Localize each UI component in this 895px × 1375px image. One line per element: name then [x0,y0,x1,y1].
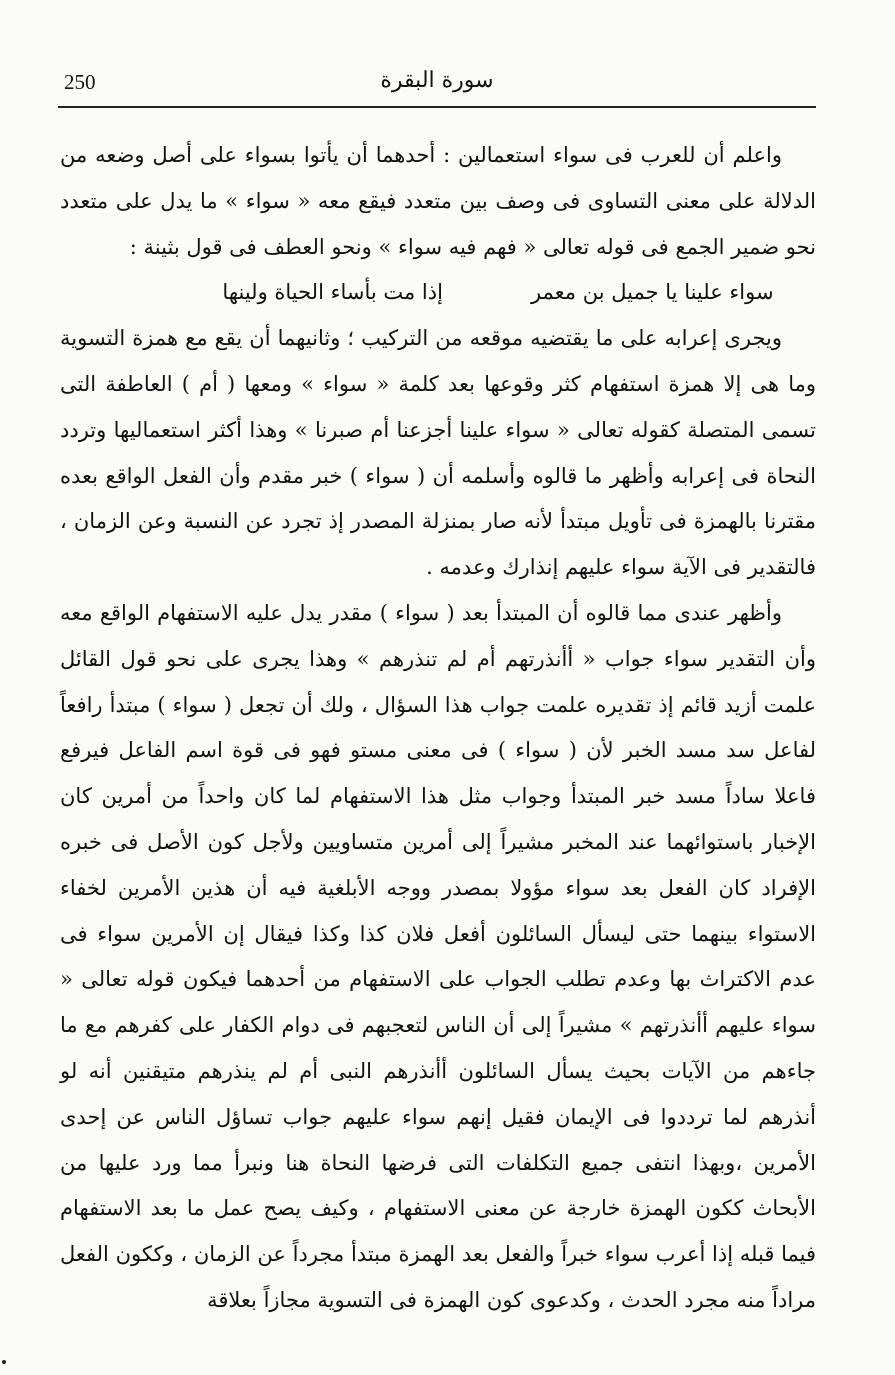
running-title: سورة البقرة [380,68,494,93]
page-header [58,62,816,108]
verse-hemistich-right: سواء علينا يا جميل بن معمر [530,280,774,305]
scan-dot-mark [2,1360,6,1364]
paragraph-2: ويجرى إعرابه على ما يقتضيه موقعه من التركيب ؛ وثانيهما أن يقع مع همزة التسوية وما هى إلا همزة استفهام كثر وقوعها بعد كلمة « سواء » ومعها ( أم ) العاطفة التى تسمى المتصلة كقوله تعالى « سواء علينا أجزعنا أم صبرنا » وهذا أكثر استعماليها وتردد النحاة فى إعرابه وأظهر ما قالوه وأسلمه أن ( سواء ) خبر مقدم وأن الفعل الواقع بعده مقترنا بالهمزة فى تأويل مبتدأ لأنه صار بمنزلة المصدر إذ تجرد عن النسبة وعن الزمان ، فالتقدير فى الآية سواء عليهم إنذارك وعدمه . [60,326,816,580]
paragraph-3: وأظهر عندى مما قالوه أن المبتدأ بعد ( سواء ) مقدر يدل عليه الاستفهام الواقع معه وأن التقدير سواء جواب « أأنذرتهم أم لم تنذرهم » وهذا يجرى على نحو قول القائل علمت أزيد قائم إذ تقديره علمت جواب هذا السؤال ، ولك أن تجعل ( سواء ) مبتدأ رافعاً لفاعل سد مسد الخبر لأن ( سواء ) فى معنى مستو فهو فى قوة اسم الفاعل فيرفع فاعلا ساداً مسد خبر المبتدأ وجواب مثل هذا الاستفهام لما كان واحداً من أمرين كان الإخبار باستوائهما عند المخبر مشيراً إلى أمرين متساويين ولأجل كون الأصل فى خبره الإفراد كان الفعل بعد سواء مؤولا بمصدر ووجه الأبلغية فيه أن هذين الأمرين لخفاء الاستواء بينهما حتى ليسأل السائلون أفعل فلان كذا وكذا فيقال إن الأمرين سواء فى عدم الاكتراث بها وعدم تطلب الجواب على الاستفهام من أحدهما فيكون قوله تعالى « سواء عليهم أأنذرتهم » مشيراً إلى أن الناس لتعجبهم فى دوام الكفار على كفرهم مع ما جاءهم من الآيات بحيث يسأل السائلون أأنذرهم النبى أم لم ينذرهم متيقنين أنه لو أنذرهم لما ترددوا فى الإيمان فقيل إنهم سواء عليهم جواب تساؤل الناس عن إحدى الأمرين ،وبهذا انتفى جميع التكلفات التى فرضها النحاة هنا ونبرأ مما ورد عليها من الأبحاث ككون الهمزة خارجة عن معنى الاستفهام ، وكيف يصح عمل ما بعد الاستفهام فيما قبله إذا أعرب سواء خبراً والفعل بعد الهمزة مبتدأ مجرداً عن الزمان ، وككون الفعل مراداً منه مجرد الحدث ، وكدعوى كون الهمزة فى التسوية مجازاً بعلاقة [60,600,816,1312]
page-number: 250 [64,70,96,94]
poetry-verse [60,270,816,316]
paragraph-1: واعلم أن للعرب فى سواء استعمالين : أحدهما أن يأتوا بسواء على أصل وضعه من الدلالة على معنى التساوى فى وصف بين متعدد فيقع معه « سواء » ما يدل على متعدد نحو ضمير الجمع فى قوله تعالى « فهم فيه سواء » ونحو العطف فى قول بثينة : [60,143,816,259]
verse-hemistich-left: إذا مت بأساء الحياة ولينها [222,280,443,305]
main-text [58,133,816,1324]
book-page [58,62,816,1332]
